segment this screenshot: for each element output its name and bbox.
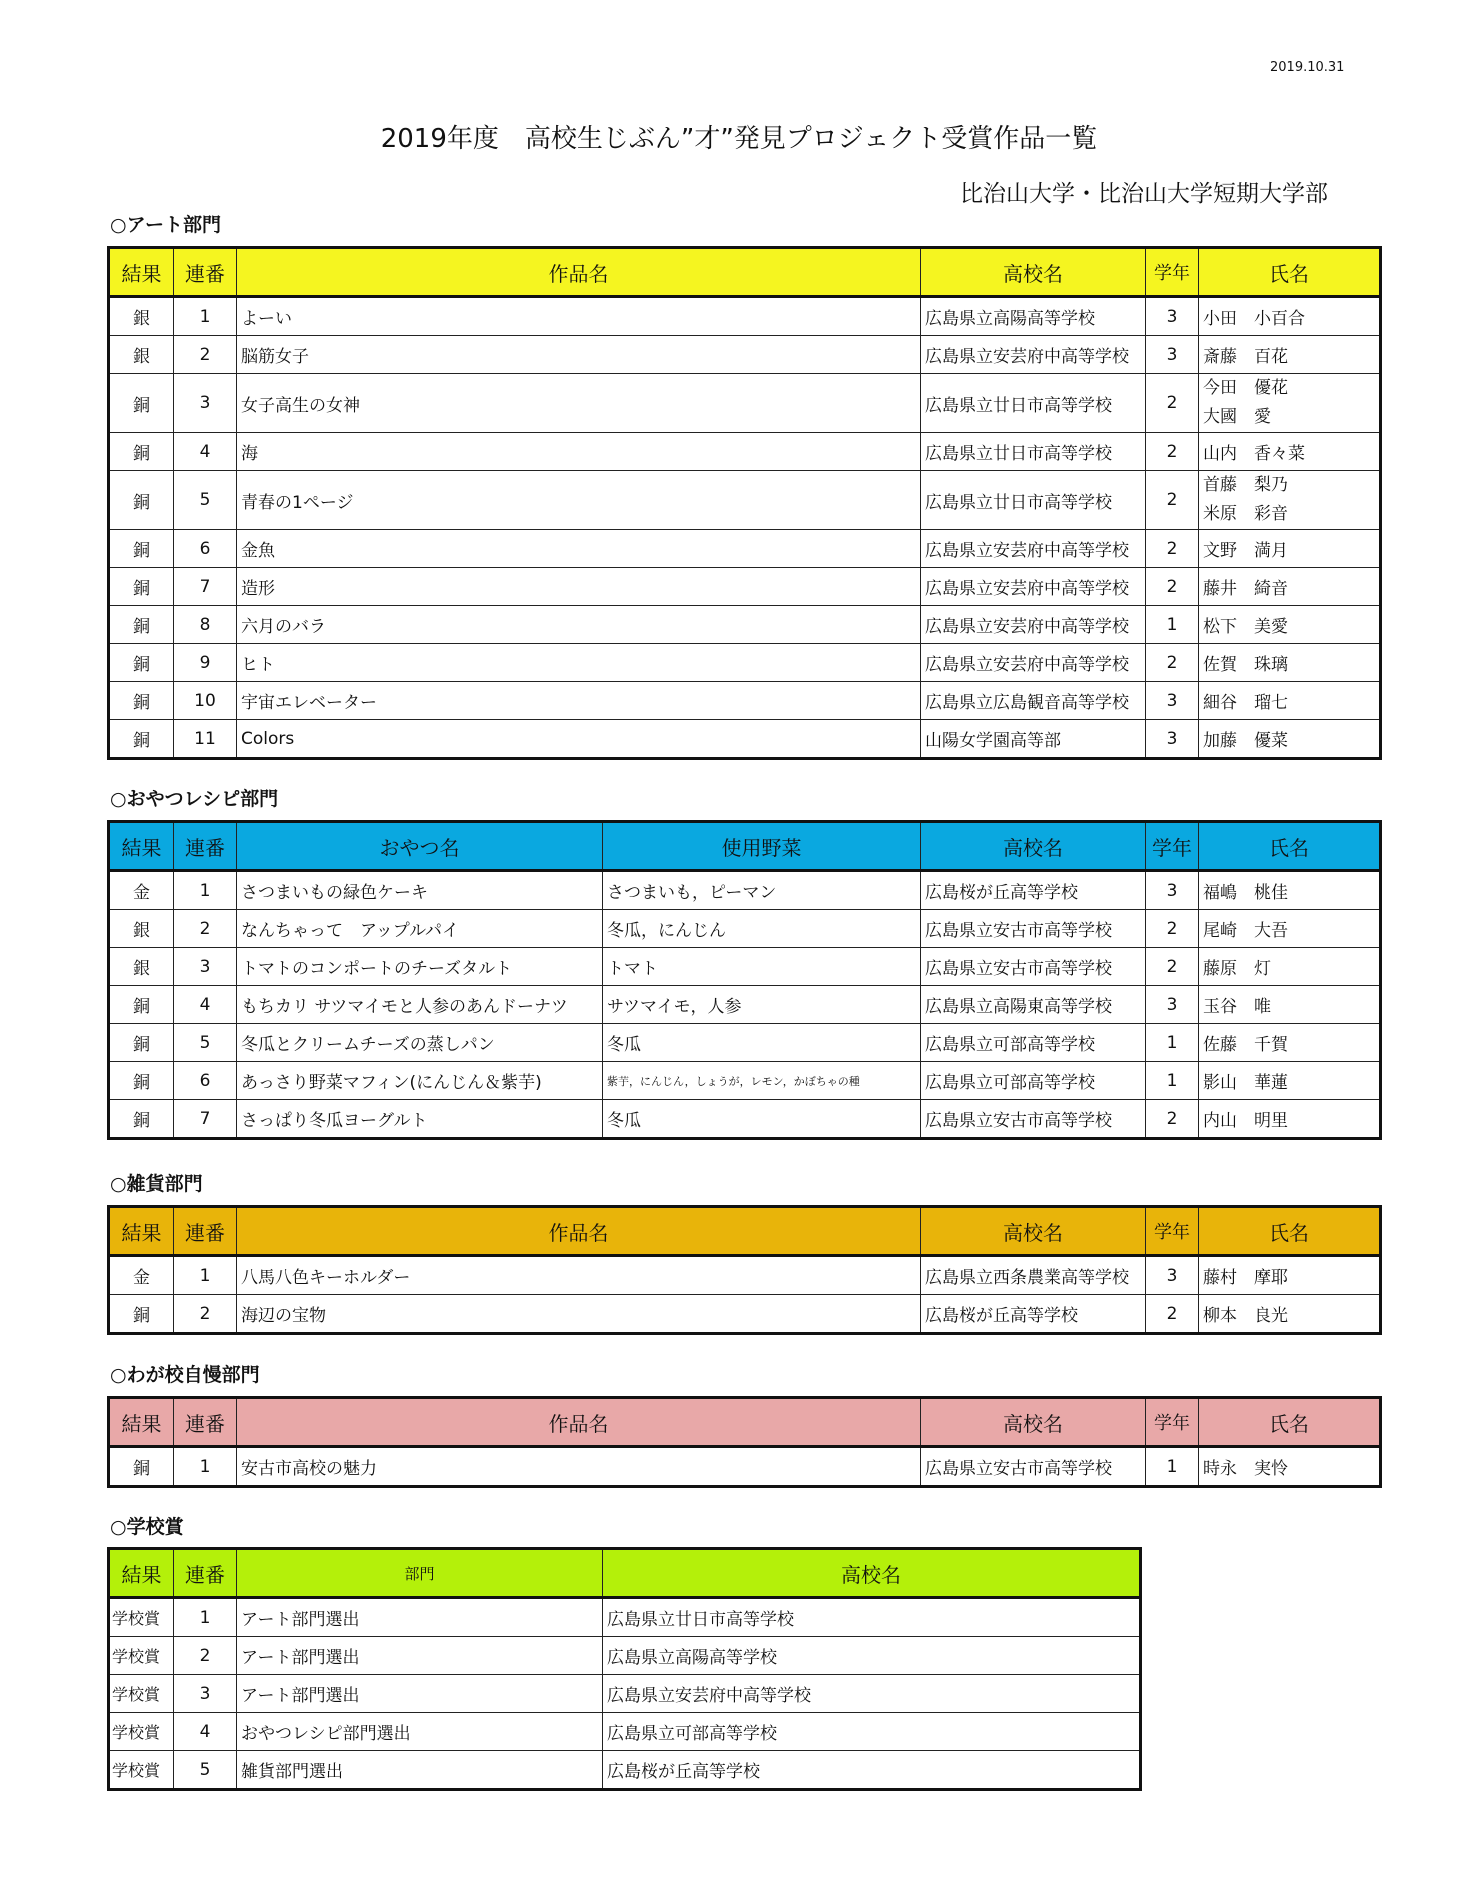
goods-header-name: 氏名 bbox=[1199, 1207, 1381, 1256]
goods-cell-work: 八馬八色キーホルダー bbox=[237, 1256, 921, 1295]
art-cell-name: 松下 美愛 bbox=[1199, 606, 1381, 644]
art-cell-name bbox=[1199, 471, 1381, 530]
art-cell-school: 広島県立廿日市高等学校 bbox=[921, 471, 1146, 530]
art-cell-name: 斎藤 百花 bbox=[1199, 336, 1381, 374]
award-section-title: ○学校賞 bbox=[110, 1516, 184, 1538]
art-cell-work: Colors bbox=[237, 720, 921, 759]
recipe-cell-veg: 紫芋，にんじん，しょうが，レモン，かぼちゃの種 bbox=[603, 1062, 921, 1100]
recipe-header-name: 氏名 bbox=[1199, 822, 1381, 871]
recipe-row bbox=[109, 986, 1381, 1024]
art-cell-school: 広島県立安芸府中高等学校 bbox=[921, 606, 1146, 644]
art-cell-work: よーい bbox=[237, 297, 921, 336]
art-row bbox=[109, 297, 1381, 336]
art-cell-no: 10 bbox=[174, 682, 237, 720]
award-header-dept: 部門 bbox=[237, 1549, 603, 1598]
art-cell-work: 六月のバラ bbox=[237, 606, 921, 644]
pride-cell-school: 広島県立安古市高等学校 bbox=[921, 1447, 1146, 1487]
recipe-cell-school: 広島県立安古市高等学校 bbox=[921, 910, 1146, 948]
recipe-cell-name: 内山 明里 bbox=[1199, 1100, 1381, 1139]
art-cell-no: 9 bbox=[174, 644, 237, 682]
art-cell-grade: 1 bbox=[1146, 606, 1199, 644]
recipe-cell-name: 影山 華蓮 bbox=[1199, 1062, 1381, 1100]
recipe-cell-school: 広島県立高陽東高等学校 bbox=[921, 986, 1146, 1024]
art-cell-school: 広島県立安芸府中高等学校 bbox=[921, 568, 1146, 606]
goods-cell-result: 銅 bbox=[109, 1295, 174, 1334]
art-cell-no: 5 bbox=[174, 471, 237, 530]
art-cell-grade: 2 bbox=[1146, 530, 1199, 568]
art-cell-work: 青春の1ページ bbox=[237, 471, 921, 530]
art-cell-school: 山陽女学園高等部 bbox=[921, 720, 1146, 759]
art-header-result: 結果 bbox=[109, 248, 174, 297]
pride-section-title: ○わが校自慢部門 bbox=[110, 1364, 260, 1386]
award-cell-dept: 雑貨部門選出 bbox=[237, 1751, 603, 1790]
pride-cell-work: 安古市高校の魅力 bbox=[237, 1447, 921, 1487]
goods-cell-school: 広島県立西条農業高等学校 bbox=[921, 1256, 1146, 1295]
recipe-cell-grade: 2 bbox=[1146, 948, 1199, 986]
recipe-header-grade: 学年 bbox=[1146, 822, 1199, 871]
art-header-row bbox=[109, 248, 1381, 297]
recipe-cell-snack: もちカリ サツマイモと人参のあんドーナツ bbox=[237, 986, 603, 1024]
recipe-row bbox=[109, 871, 1381, 910]
award-cell-school: 広島桜が丘高等学校 bbox=[603, 1751, 1141, 1790]
art-row bbox=[109, 471, 1381, 530]
goods-header-no: 連番 bbox=[174, 1207, 237, 1256]
recipe-cell-veg: トマト bbox=[603, 948, 921, 986]
recipe-cell-snack: あっさり野菜マフィン(にんじん＆紫芋) bbox=[237, 1062, 603, 1100]
art-section-title: ○アート部門 bbox=[110, 214, 222, 236]
recipe-cell-result: 金 bbox=[109, 871, 174, 910]
recipe-cell-no: 2 bbox=[174, 910, 237, 948]
award-header-row bbox=[109, 1549, 1141, 1598]
art-cell-result: 銅 bbox=[109, 374, 174, 433]
art-cell-work: 造形 bbox=[237, 568, 921, 606]
art-cell-name: 細谷 瑠七 bbox=[1199, 682, 1381, 720]
art-cell-grade: 2 bbox=[1146, 433, 1199, 471]
pride-header-work: 作品名 bbox=[237, 1398, 921, 1447]
art-cell-name: 加藤 優菜 bbox=[1199, 720, 1381, 759]
recipe-cell-snack: 冬瓜とクリームチーズの蒸しパン bbox=[237, 1024, 603, 1062]
pride-header-grade: 学年 bbox=[1146, 1398, 1199, 1447]
recipe-row bbox=[109, 910, 1381, 948]
art-name-line: 今田 優花 bbox=[1203, 378, 1288, 398]
award-cell-dept: アート部門選出 bbox=[237, 1637, 603, 1675]
pride-cell-name: 時永 実怜 bbox=[1199, 1447, 1381, 1487]
art-header-name: 氏名 bbox=[1199, 248, 1381, 297]
art-row bbox=[109, 374, 1381, 433]
art-cell-name bbox=[1199, 374, 1381, 433]
recipe-cell-result: 銅 bbox=[109, 1062, 174, 1100]
goods-header-school: 高校名 bbox=[921, 1207, 1146, 1256]
pride-header-no: 連番 bbox=[174, 1398, 237, 1447]
art-cell-school: 広島県立廿日市高等学校 bbox=[921, 433, 1146, 471]
art-cell-school: 広島県立安芸府中高等学校 bbox=[921, 336, 1146, 374]
art-cell-result: 銀 bbox=[109, 297, 174, 336]
recipe-cell-name: 尾崎 大吾 bbox=[1199, 910, 1381, 948]
pride-cell-grade: 1 bbox=[1146, 1447, 1199, 1487]
art-cell-result: 銅 bbox=[109, 606, 174, 644]
art-cell-name: 藤井 綺音 bbox=[1199, 568, 1381, 606]
art-header-no: 連番 bbox=[174, 248, 237, 297]
recipe-cell-no: 3 bbox=[174, 948, 237, 986]
goods-row bbox=[109, 1295, 1381, 1334]
award-cell-school: 広島県立廿日市高等学校 bbox=[603, 1598, 1141, 1637]
art-row bbox=[109, 606, 1381, 644]
art-cell-work: 宇宙エレベーター bbox=[237, 682, 921, 720]
award-cell-result: 学校賞 bbox=[109, 1713, 174, 1751]
recipe-cell-school: 広島県立安古市高等学校 bbox=[921, 1100, 1146, 1139]
recipe-cell-school: 広島県立可部高等学校 bbox=[921, 1024, 1146, 1062]
recipe-cell-name: 佐藤 千賀 bbox=[1199, 1024, 1381, 1062]
art-cell-grade: 3 bbox=[1146, 682, 1199, 720]
art-cell-school: 広島県立安芸府中高等学校 bbox=[921, 644, 1146, 682]
goods-cell-result: 金 bbox=[109, 1256, 174, 1295]
art-cell-name: 小田 小百合 bbox=[1199, 297, 1381, 336]
recipe-row bbox=[109, 1100, 1381, 1139]
goods-header-work: 作品名 bbox=[237, 1207, 921, 1256]
goods-cell-school: 広島桜が丘高等学校 bbox=[921, 1295, 1146, 1334]
award-table bbox=[107, 1547, 1142, 1791]
award-row bbox=[109, 1751, 1141, 1790]
art-cell-work: 海 bbox=[237, 433, 921, 471]
art-cell-result: 銅 bbox=[109, 568, 174, 606]
recipe-cell-veg: 冬瓜 bbox=[603, 1100, 921, 1139]
award-cell-school: 広島県立安芸府中高等学校 bbox=[603, 1675, 1141, 1713]
award-cell-no: 5 bbox=[174, 1751, 237, 1790]
art-header-work: 作品名 bbox=[237, 248, 921, 297]
art-cell-name: 文野 満月 bbox=[1199, 530, 1381, 568]
recipe-cell-no: 4 bbox=[174, 986, 237, 1024]
art-cell-result: 銅 bbox=[109, 644, 174, 682]
pride-header-result: 結果 bbox=[109, 1398, 174, 1447]
goods-cell-name: 柳本 良光 bbox=[1199, 1295, 1381, 1334]
document-date: 2019.10.31 bbox=[1270, 60, 1345, 75]
recipe-section-title: ○おやつレシピ部門 bbox=[110, 788, 279, 810]
pride-cell-no: 1 bbox=[174, 1447, 237, 1487]
art-header-grade: 学年 bbox=[1146, 248, 1199, 297]
art-cell-no: 1 bbox=[174, 297, 237, 336]
recipe-header-result: 結果 bbox=[109, 822, 174, 871]
art-row bbox=[109, 433, 1381, 471]
art-cell-school: 広島県立安芸府中高等学校 bbox=[921, 530, 1146, 568]
art-cell-no: 11 bbox=[174, 720, 237, 759]
art-cell-grade: 2 bbox=[1146, 471, 1199, 530]
art-cell-grade: 2 bbox=[1146, 374, 1199, 433]
goods-cell-grade: 2 bbox=[1146, 1295, 1199, 1334]
recipe-cell-school: 広島県立安古市高等学校 bbox=[921, 948, 1146, 986]
award-cell-dept: おやつレシピ部門選出 bbox=[237, 1713, 603, 1751]
recipe-cell-snack: さっぱり冬瓜ヨーグルト bbox=[237, 1100, 603, 1139]
art-cell-grade: 2 bbox=[1146, 568, 1199, 606]
art-cell-work: 金魚 bbox=[237, 530, 921, 568]
art-header-school: 高校名 bbox=[921, 248, 1146, 297]
recipe-cell-no: 1 bbox=[174, 871, 237, 910]
award-cell-school: 広島県立可部高等学校 bbox=[603, 1713, 1141, 1751]
art-table bbox=[107, 246, 1382, 760]
recipe-cell-result: 銅 bbox=[109, 1100, 174, 1139]
art-row bbox=[109, 530, 1381, 568]
award-cell-result: 学校賞 bbox=[109, 1751, 174, 1790]
award-cell-no: 2 bbox=[174, 1637, 237, 1675]
art-cell-school: 広島県立広島観音高等学校 bbox=[921, 682, 1146, 720]
art-cell-work: 脳筋女子 bbox=[237, 336, 921, 374]
recipe-cell-result: 銀 bbox=[109, 948, 174, 986]
art-cell-school: 広島県立廿日市高等学校 bbox=[921, 374, 1146, 433]
art-row bbox=[109, 568, 1381, 606]
goods-header-result: 結果 bbox=[109, 1207, 174, 1256]
recipe-table bbox=[107, 820, 1382, 1140]
art-cell-name: 山内 香々菜 bbox=[1199, 433, 1381, 471]
art-cell-work: ヒト bbox=[237, 644, 921, 682]
award-row bbox=[109, 1675, 1141, 1713]
art-cell-result: 銅 bbox=[109, 720, 174, 759]
recipe-cell-no: 6 bbox=[174, 1062, 237, 1100]
recipe-header-veg: 使用野菜 bbox=[603, 822, 921, 871]
pride-header-name: 氏名 bbox=[1199, 1398, 1381, 1447]
goods-cell-grade: 3 bbox=[1146, 1256, 1199, 1295]
recipe-cell-snack: さつまいもの緑色ケーキ bbox=[237, 871, 603, 910]
art-name-line: 米原 彩音 bbox=[1203, 504, 1288, 524]
recipe-cell-grade: 3 bbox=[1146, 871, 1199, 910]
recipe-cell-snack: トマトのコンポートのチーズタルト bbox=[237, 948, 603, 986]
art-row bbox=[109, 644, 1381, 682]
goods-section-title: ○雑貨部門 bbox=[110, 1173, 203, 1195]
award-header-school: 高校名 bbox=[603, 1549, 1141, 1598]
art-cell-no: 3 bbox=[174, 374, 237, 433]
art-cell-no: 6 bbox=[174, 530, 237, 568]
recipe-cell-no: 7 bbox=[174, 1100, 237, 1139]
goods-header-row bbox=[109, 1207, 1381, 1256]
recipe-cell-no: 5 bbox=[174, 1024, 237, 1062]
art-row bbox=[109, 720, 1381, 759]
art-name-line: 大國 愛 bbox=[1203, 407, 1271, 427]
art-cell-school: 広島県立高陽高等学校 bbox=[921, 297, 1146, 336]
goods-cell-no: 1 bbox=[174, 1256, 237, 1295]
award-cell-dept: アート部門選出 bbox=[237, 1675, 603, 1713]
organization-name: 比治山大学・比治山大学短期大学部 bbox=[960, 181, 1328, 207]
pride-table bbox=[107, 1396, 1382, 1488]
award-cell-result: 学校賞 bbox=[109, 1598, 174, 1637]
recipe-cell-school: 広島桜が丘高等学校 bbox=[921, 871, 1146, 910]
recipe-cell-veg: さつまいも，ピーマン bbox=[603, 871, 921, 910]
recipe-cell-result: 銅 bbox=[109, 1024, 174, 1062]
recipe-cell-grade: 2 bbox=[1146, 910, 1199, 948]
art-row bbox=[109, 336, 1381, 374]
award-cell-school: 広島県立高陽高等学校 bbox=[603, 1637, 1141, 1675]
award-cell-no: 1 bbox=[174, 1598, 237, 1637]
award-cell-result: 学校賞 bbox=[109, 1637, 174, 1675]
award-row bbox=[109, 1637, 1141, 1675]
award-cell-no: 4 bbox=[174, 1713, 237, 1751]
pride-row bbox=[109, 1447, 1381, 1487]
pride-header-row bbox=[109, 1398, 1381, 1447]
award-row bbox=[109, 1598, 1141, 1637]
art-cell-grade: 3 bbox=[1146, 720, 1199, 759]
recipe-header-row bbox=[109, 822, 1381, 871]
art-cell-no: 4 bbox=[174, 433, 237, 471]
recipe-cell-name: 藤原 灯 bbox=[1199, 948, 1381, 986]
recipe-header-snack: おやつ名 bbox=[237, 822, 603, 871]
recipe-row bbox=[109, 948, 1381, 986]
art-cell-grade: 2 bbox=[1146, 644, 1199, 682]
art-cell-grade: 3 bbox=[1146, 297, 1199, 336]
art-cell-result: 銅 bbox=[109, 530, 174, 568]
award-row bbox=[109, 1713, 1141, 1751]
recipe-cell-veg: サツマイモ，人参 bbox=[603, 986, 921, 1024]
recipe-cell-name: 玉谷 唯 bbox=[1199, 986, 1381, 1024]
recipe-cell-veg: 冬瓜，にんじん bbox=[603, 910, 921, 948]
goods-row bbox=[109, 1256, 1381, 1295]
recipe-cell-grade: 2 bbox=[1146, 1100, 1199, 1139]
art-cell-no: 2 bbox=[174, 336, 237, 374]
recipe-row bbox=[109, 1024, 1381, 1062]
award-cell-result: 学校賞 bbox=[109, 1675, 174, 1713]
recipe-cell-school: 広島県立可部高等学校 bbox=[921, 1062, 1146, 1100]
goods-table bbox=[107, 1205, 1382, 1335]
art-cell-grade: 3 bbox=[1146, 336, 1199, 374]
pride-header-school: 高校名 bbox=[921, 1398, 1146, 1447]
art-cell-name: 佐賀 珠璃 bbox=[1199, 644, 1381, 682]
pride-cell-result: 銅 bbox=[109, 1447, 174, 1487]
art-cell-result: 銀 bbox=[109, 336, 174, 374]
recipe-cell-grade: 1 bbox=[1146, 1024, 1199, 1062]
recipe-cell-snack: なんちゃって アップルパイ bbox=[237, 910, 603, 948]
art-name-line: 首藤 梨乃 bbox=[1203, 475, 1288, 495]
document-title: 2019年度 高校生じぶん”才”発見プロジェクト受賞作品一覧 bbox=[380, 124, 1098, 154]
award-header-result: 結果 bbox=[109, 1549, 174, 1598]
recipe-cell-result: 銀 bbox=[109, 910, 174, 948]
art-cell-result: 銅 bbox=[109, 682, 174, 720]
art-row bbox=[109, 682, 1381, 720]
award-cell-no: 3 bbox=[174, 1675, 237, 1713]
recipe-cell-grade: 1 bbox=[1146, 1062, 1199, 1100]
recipe-header-no: 連番 bbox=[174, 822, 237, 871]
recipe-cell-veg: 冬瓜 bbox=[603, 1024, 921, 1062]
recipe-row bbox=[109, 1062, 1381, 1100]
award-cell-dept: アート部門選出 bbox=[237, 1598, 603, 1637]
goods-header-grade: 学年 bbox=[1146, 1207, 1199, 1256]
art-cell-result: 銅 bbox=[109, 433, 174, 471]
award-header-no: 連番 bbox=[174, 1549, 237, 1598]
recipe-header-school: 高校名 bbox=[921, 822, 1146, 871]
art-cell-result: 銅 bbox=[109, 471, 174, 530]
goods-cell-name: 藤村 摩耶 bbox=[1199, 1256, 1381, 1295]
recipe-cell-result: 銅 bbox=[109, 986, 174, 1024]
goods-cell-work: 海辺の宝物 bbox=[237, 1295, 921, 1334]
recipe-cell-name: 福嶋 桃佳 bbox=[1199, 871, 1381, 910]
art-cell-no: 8 bbox=[174, 606, 237, 644]
goods-cell-no: 2 bbox=[174, 1295, 237, 1334]
art-cell-no: 7 bbox=[174, 568, 237, 606]
recipe-cell-grade: 3 bbox=[1146, 986, 1199, 1024]
art-cell-work: 女子高生の女神 bbox=[237, 374, 921, 433]
